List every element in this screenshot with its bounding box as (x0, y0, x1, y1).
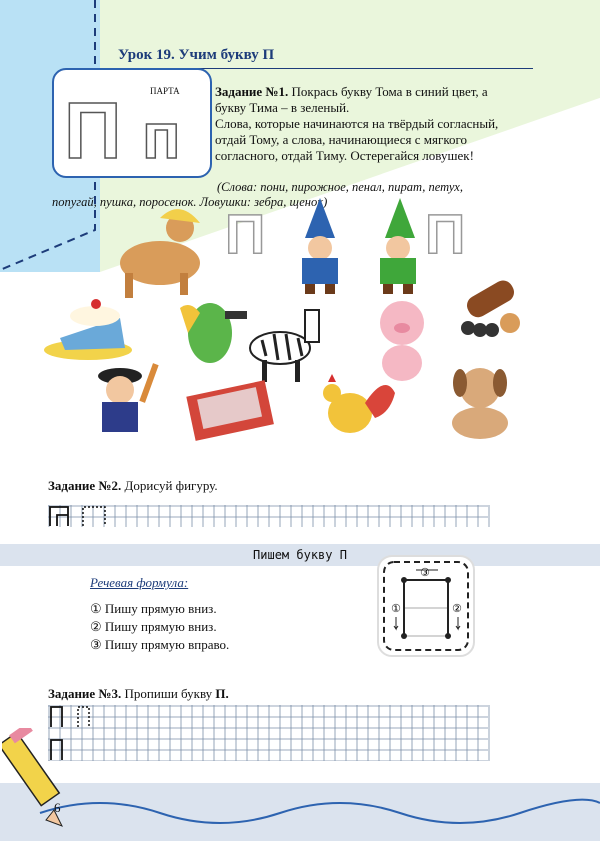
cake-picture (44, 299, 132, 360)
task1-line1: Покрась букву Тома в синий цвет, а (291, 84, 488, 99)
card-label: ПАРТА (150, 86, 180, 96)
sample-figure (50, 507, 68, 526)
pencil-case-picture (186, 380, 274, 441)
task3 (48, 686, 229, 702)
parrot-picture (180, 303, 247, 363)
cannon-picture (461, 277, 520, 337)
pony-picture (120, 209, 200, 298)
task3-heading: Задание №3. (48, 686, 122, 701)
page-title: Урок 19. Учим букву П (118, 47, 275, 63)
task2 (48, 478, 218, 494)
task1-line5: согласного, отдай Тиму. Остерегайся ловушек! (215, 148, 474, 163)
wave-line (0, 783, 600, 841)
task1-italic1: (Слова: пони, пирожное, пенал, пират, петух, (217, 180, 463, 194)
marker-1: ① (391, 602, 401, 615)
formula-label: Речевая формула: (90, 575, 189, 590)
gnome-green-picture (380, 198, 416, 294)
gnome-blue-picture (302, 198, 338, 294)
task1-heading: Задание №1. (215, 84, 289, 99)
outlined-letters (64, 88, 204, 168)
marker-2: ② (452, 602, 462, 615)
letter-stroke-diagram (374, 552, 480, 662)
task1-line4: отдай Тому, а слова, начинающиеся с мягкого (215, 132, 468, 147)
pencil-icon (2, 728, 72, 828)
page-number: 6 (54, 800, 61, 815)
pictures-area (40, 198, 550, 458)
pig-picture (380, 301, 424, 381)
task3-text: Пропиши букву (124, 686, 216, 701)
outline-letter-left: П (225, 202, 266, 265)
task2-grid[interactable] (48, 505, 528, 527)
letter-big: П (64, 88, 122, 168)
pirate-picture (98, 363, 159, 432)
outline-letter-right: П (425, 202, 466, 265)
formula-step-3: ③ Пишу прямую вправо. (90, 637, 230, 652)
task1-text (215, 84, 535, 164)
task1-italic2: попугай, пушка, поросенок. Ловушки: зебра, щенок) (52, 195, 328, 209)
dotted-figure (83, 507, 105, 526)
task2-heading: Задание №2. (48, 478, 122, 493)
task1-line3: Слова, которые начинаются на твёрдый согласный, (215, 116, 499, 131)
task3-grid[interactable] (48, 705, 530, 761)
formula-step-1: ① Пишу прямую вниз. (90, 601, 217, 616)
task2-text: Дорисуй фигуру. (124, 478, 218, 493)
marker-3: ③ (420, 566, 430, 579)
letter-small: п (142, 100, 181, 168)
puppy-picture (452, 368, 508, 439)
formula-step-2: ② Пишу прямую вниз. (90, 619, 217, 634)
task3-letter: П. (215, 686, 229, 701)
zebra-picture (250, 310, 319, 382)
section-title: Пишем букву П (253, 548, 347, 562)
task1-line2: букву Тима – в зеленый. (215, 100, 350, 115)
rooster-picture (323, 374, 395, 433)
